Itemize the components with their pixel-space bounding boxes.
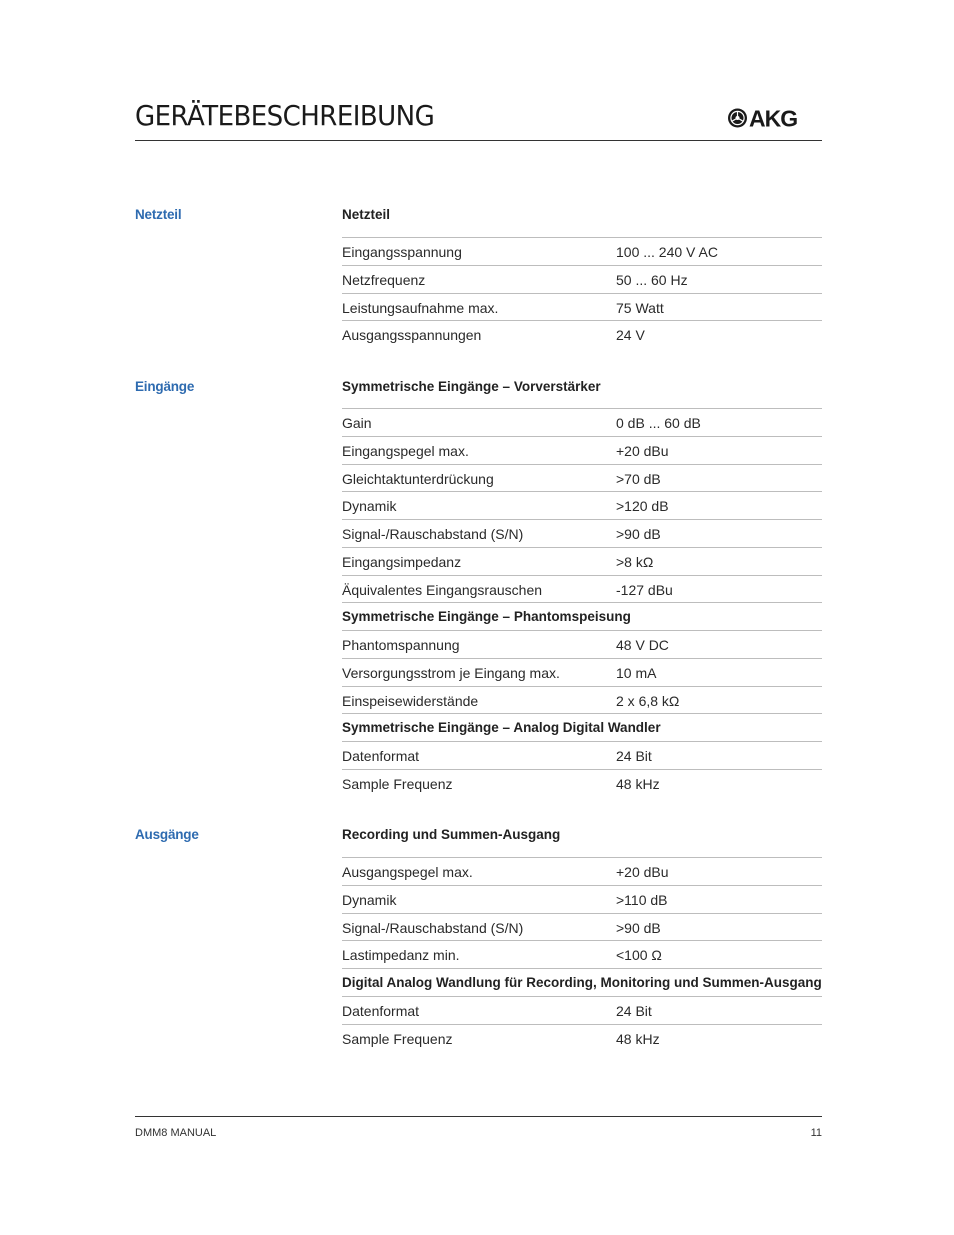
table-row — [342, 885, 822, 913]
spec-key: Phantomspannung — [342, 637, 460, 653]
spec-value: >90 dB — [616, 526, 661, 542]
table-row — [342, 547, 822, 575]
footer-manual-title: DMM8 MANUAL — [135, 1127, 217, 1139]
header-rule — [135, 140, 822, 141]
subsection-heading: Digital Analog Wandlung für Recording, Monitoring und Summen-Ausgang — [342, 975, 822, 990]
spec-key: Eingangsimpedanz — [342, 553, 462, 570]
spec-key: Versorgungsstrom je Eingang max. — [342, 664, 560, 681]
spec-value: >120 dB — [616, 498, 669, 515]
section-heading-ausgaenge: Recording und Summen-Ausgang — [342, 827, 561, 842]
spec-table-eingaenge — [342, 408, 822, 797]
spec-value: >8 kΩ — [616, 553, 654, 570]
table-row — [342, 436, 822, 464]
table-row — [342, 913, 822, 941]
side-label-eingaenge: Eingänge — [135, 379, 195, 394]
spec-value: 48 V DC — [616, 637, 669, 653]
spec-value: 48 kHz — [616, 1030, 660, 1047]
table-row — [342, 320, 822, 348]
table-row — [342, 940, 822, 968]
akg-logo — [727, 106, 823, 130]
spec-key: Lastimpedanz min. — [342, 947, 460, 964]
svg-text:AKG: AKG — [749, 106, 798, 130]
spec-key: Ausgangsspannungen — [342, 327, 482, 344]
subsection-heading: Symmetrische Eingänge – Analog Digital Wandler — [342, 720, 661, 736]
spec-table-ausgaenge — [342, 857, 822, 1051]
spec-value: 10 mA — [616, 664, 657, 681]
spec-value: 0 dB ... 60 dB — [616, 415, 701, 431]
spec-key: Ausgangspegel max. — [342, 864, 473, 880]
section-heading-eingaenge: Symmetrische Eingänge – Vorverstärker — [342, 379, 601, 394]
spec-value: 100 ... 240 V AC — [616, 244, 718, 260]
subsection-heading: Symmetrische Eingänge – Phantomspeisung — [342, 609, 631, 625]
spec-key: Äquivalentes Eingangsrauschen — [342, 581, 543, 598]
subsection-row — [342, 713, 822, 741]
spec-key: Gain — [342, 415, 372, 431]
table-row — [342, 658, 822, 686]
spec-key: Eingangspegel max. — [342, 442, 469, 459]
table-row — [342, 630, 822, 658]
spec-value: 50 ... 60 Hz — [616, 271, 688, 288]
footer-rule — [135, 1116, 822, 1117]
spec-key: Dynamik — [342, 891, 397, 908]
spec-value: 48 kHz — [616, 775, 660, 792]
spec-value: >110 dB — [616, 891, 668, 908]
spec-value: <100 Ω — [616, 947, 662, 964]
spec-key: Signal-/Rauschabstand (S/N) — [342, 919, 524, 936]
spec-value: 24 Bit — [616, 1002, 652, 1019]
spec-key: Eingangsspannung — [342, 244, 462, 260]
spec-key: Sample Frequenz — [342, 1030, 453, 1047]
spec-value: +20 dBu — [616, 442, 669, 459]
spec-key: Signal-/Rauschabstand (S/N) — [342, 526, 524, 542]
table-row — [342, 265, 822, 293]
subsection-row — [342, 968, 822, 996]
spec-key: Netzfrequenz — [342, 271, 426, 288]
spec-value: 75 Watt — [616, 299, 664, 316]
spec-value: >70 dB — [616, 470, 661, 487]
spec-value: +20 dBu — [616, 864, 669, 880]
side-label-ausgaenge: Ausgänge — [135, 827, 199, 842]
spec-key: Einspeisewiderstände — [342, 692, 479, 709]
spec-key: Datenformat — [342, 748, 420, 764]
spec-table-netzteil — [342, 237, 822, 348]
section-heading-netzteil: Netzteil — [342, 207, 391, 222]
spec-value: 24 Bit — [616, 748, 652, 764]
subsection-row — [342, 602, 822, 630]
table-row — [342, 1024, 822, 1052]
spec-key: Gleichtaktunterdrückung — [342, 470, 494, 487]
spec-value: -127 dBu — [616, 581, 673, 598]
side-label-netzteil: Netzteil — [135, 207, 182, 222]
spec-key: Datenformat — [342, 1002, 420, 1019]
spec-value: >90 dB — [616, 919, 661, 936]
table-row — [342, 686, 822, 714]
table-row — [342, 996, 822, 1024]
table-row — [342, 857, 822, 885]
page-number: 11 — [810, 1127, 822, 1139]
spec-value: 24 V — [616, 327, 645, 344]
table-row — [342, 769, 822, 797]
table-row — [342, 408, 822, 436]
spec-key: Leistungsaufnahme max. — [342, 299, 499, 316]
spec-key: Sample Frequenz — [342, 775, 453, 792]
table-row — [342, 741, 822, 769]
page-title: GERÄTEBESCHREIBUNG — [135, 99, 435, 132]
spec-key: Dynamik — [342, 498, 397, 515]
table-row — [342, 519, 822, 547]
table-row — [342, 491, 822, 519]
table-row — [342, 464, 822, 492]
table-row — [342, 293, 822, 321]
spec-value: 2 x 6,8 kΩ — [616, 692, 680, 709]
table-row — [342, 575, 822, 603]
table-row — [342, 237, 822, 265]
